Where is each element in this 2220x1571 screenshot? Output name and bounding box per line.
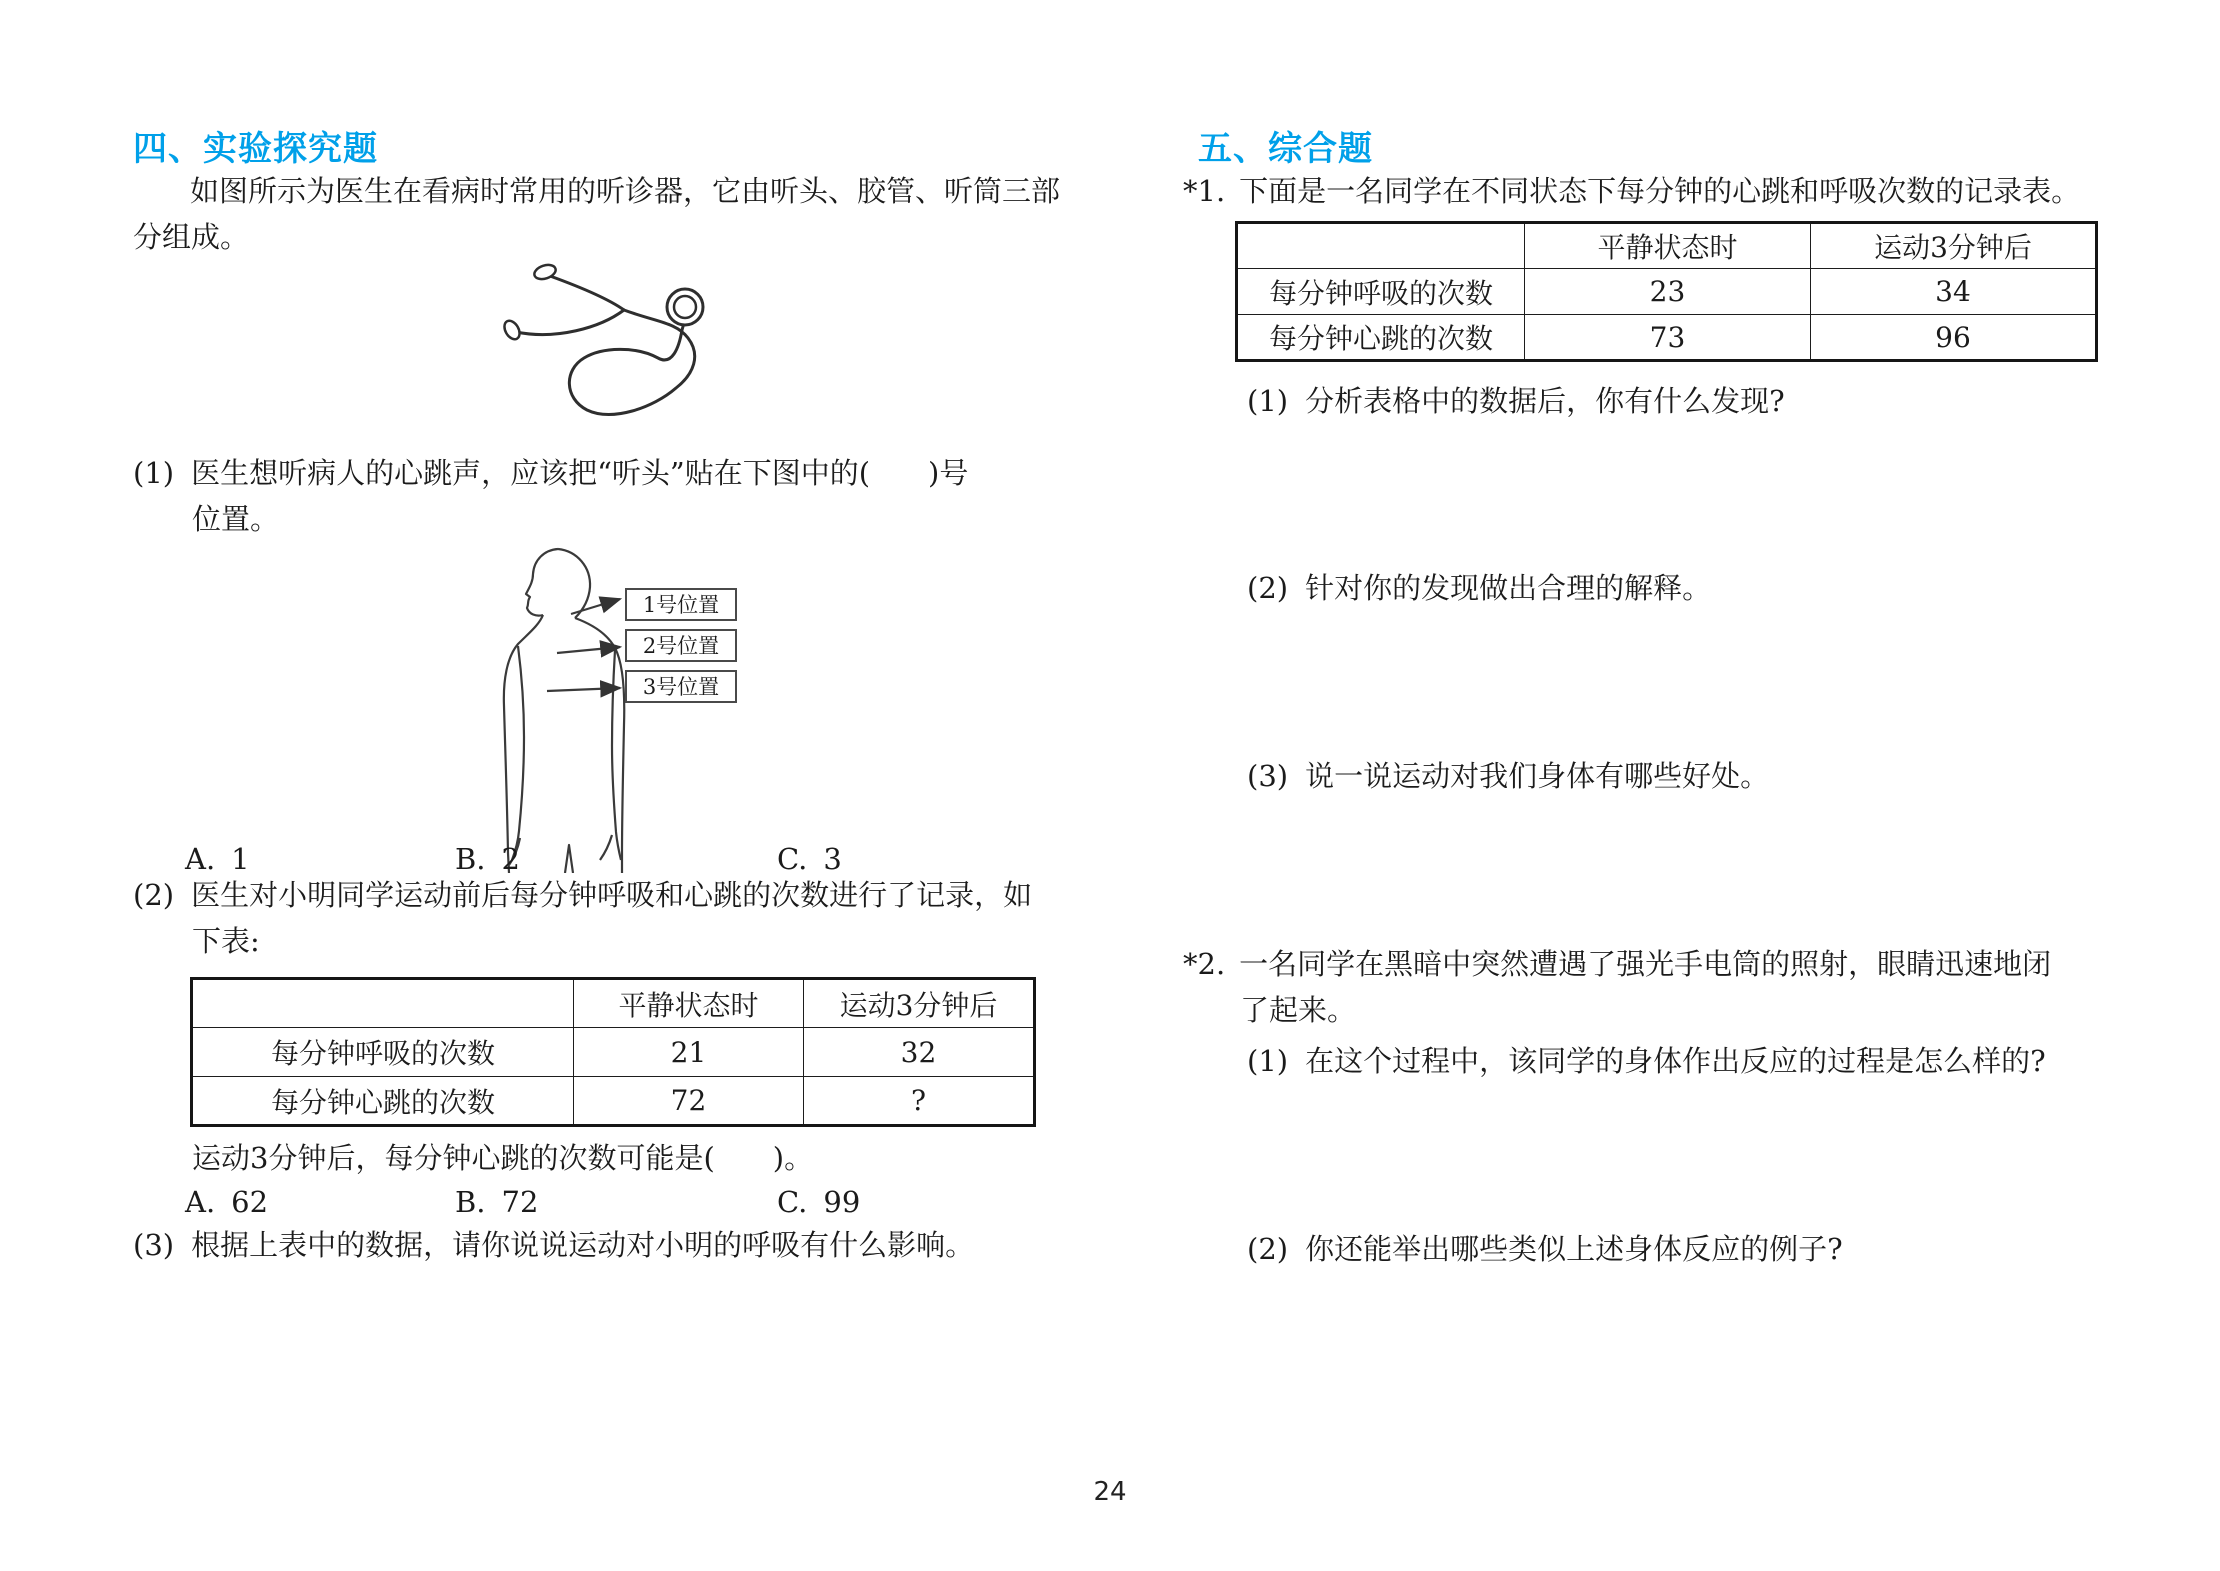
s5-q2-number: *2. (1183, 947, 1226, 981)
s5-q1-sub2 (1247, 571, 1711, 605)
value-cell: 21 (574, 1028, 804, 1077)
q1-line-2: 位置。 (192, 502, 280, 536)
right-arm (612, 650, 621, 860)
q1-option-c (777, 842, 842, 876)
row-label-cell: 每分钟呼吸的次数 (192, 1028, 574, 1077)
q1-number: (1) (133, 456, 175, 490)
q1-option-b (455, 842, 520, 876)
left-arm (512, 646, 524, 860)
section-five-heading: 五、综合题 (1198, 129, 1373, 169)
head-back (558, 549, 590, 618)
row-label-cell: 每分钟心跳的次数 (192, 1077, 574, 1126)
option-letter: B. (455, 1185, 486, 1219)
q2-option-b (455, 1185, 538, 1219)
table-header-cell: 运动3分钟后 (804, 979, 1035, 1028)
intro-line-1: 如图所示为医生在看病时常用的听诊器，它由听头、胶管、听筒三部 (190, 174, 1061, 208)
value-cell: 34 (1811, 269, 2097, 315)
option-value: 62 (231, 1185, 269, 1219)
face-profile (526, 549, 558, 616)
sub-number: (2) (1247, 1232, 1289, 1266)
legs-notch (565, 845, 573, 873)
sub-text: 分析表格中的数据后，你有什么发现? (1305, 384, 1785, 418)
sub-text: 针对你的发现做出合理的解释。 (1305, 571, 1712, 605)
table-row (192, 1028, 1035, 1077)
option-value: 1 (231, 842, 250, 876)
position-label-2: 2号位置 (625, 629, 737, 662)
option-value: 72 (501, 1185, 539, 1219)
sub-text: 在这个过程中，该同学的身体作出反应的过程是怎么样的? (1305, 1044, 2046, 1078)
sub-number: (1) (1247, 1044, 1289, 1078)
position-label-1: 1号位置 (625, 588, 737, 621)
intro-line-2: 分组成。 (133, 220, 250, 254)
table-header-cell: 运动3分钟后 (1811, 223, 2097, 269)
q2-option-c (777, 1185, 860, 1219)
q2-text: 医生对小明同学运动前后每分钟呼吸和心跳的次数进行了记录，如 (191, 878, 1033, 912)
q2-followup: 运动3分钟后，每分钟心跳的次数可能是( )。 (192, 1141, 814, 1175)
q1-option-a (185, 842, 250, 876)
table-header-row (1237, 223, 2097, 269)
row-label-cell: 每分钟心跳的次数 (1237, 315, 1525, 361)
s5-q2-text: 一名同学在黑暗中突然遭遇了强光手电筒的照射，眼睛迅速地闭 (1239, 947, 2052, 981)
q1-line-1 (133, 456, 968, 490)
page-number: 24 (1093, 1477, 1127, 1507)
sub-number: (3) (1247, 759, 1289, 793)
value-cell: 72 (574, 1077, 804, 1126)
section-four-table (190, 977, 1036, 1127)
q2-line-1 (133, 878, 1032, 912)
s5-q2-line-2: 了起来。 (1240, 993, 1357, 1027)
option-letter: A. (185, 842, 216, 876)
section-four-heading: 四、实验探究题 (133, 129, 378, 169)
option-value: 3 (823, 842, 842, 876)
sub-number: (2) (1247, 571, 1289, 605)
earpiece-2 (501, 318, 522, 342)
arrow-position-2 (557, 647, 620, 653)
sub-text: 说一说运动对我们身体有哪些好处。 (1305, 759, 1770, 793)
ear-tube-1 (550, 276, 624, 310)
table-row (1237, 269, 2097, 315)
option-letter: A. (185, 1185, 216, 1219)
s5-q1-text: 下面是一名同学在不同状态下每分钟的心跳和呼吸次数的记录表。 (1239, 174, 2081, 208)
s5-q2-sub1 (1247, 1044, 2046, 1078)
table-header-row (192, 979, 1035, 1028)
chest-piece-outer (667, 289, 703, 325)
ear-tube-2 (516, 310, 624, 335)
main-tube (569, 310, 694, 414)
arrow-position-1 (571, 599, 620, 614)
q3-number: (3) (133, 1228, 175, 1262)
value-cell: 23 (1525, 269, 1811, 315)
table-corner-cell (192, 979, 574, 1028)
s5-q1-sub3 (1247, 759, 1769, 793)
value-cell: 32 (804, 1028, 1035, 1077)
table-corner-cell (1237, 223, 1525, 269)
option-value: 99 (823, 1185, 861, 1219)
value-cell: ? (804, 1077, 1035, 1126)
table-row (1237, 315, 2097, 361)
q1-text: 医生想听病人的心跳声，应该把“听头”贴在下图中的( )号 (191, 456, 969, 490)
arrow-position-3 (547, 688, 620, 691)
value-cell: 73 (1525, 315, 1811, 361)
s5-q2-sub2 (1247, 1232, 1843, 1266)
right-hand (600, 835, 612, 860)
option-letter: C. (777, 842, 808, 876)
s5-q1-sub1 (1247, 384, 1785, 418)
sub-text: 你还能举出哪些类似上述身体反应的例子? (1305, 1232, 1843, 1266)
row-label-cell: 每分钟呼吸的次数 (1237, 269, 1525, 315)
s5-q2-line-1 (1183, 947, 2051, 981)
sub-number: (1) (1247, 384, 1289, 418)
s5-q1-line (1183, 174, 2080, 208)
option-letter: B. (455, 842, 486, 876)
q3-text: 根据上表中的数据，请你说说运动对小明的呼吸有什么影响。 (191, 1228, 975, 1262)
section-five-table (1235, 221, 2098, 362)
value-cell: 96 (1811, 315, 2097, 361)
option-letter: C. (777, 1185, 808, 1219)
stethoscope-illustration (488, 250, 758, 455)
q3-line (133, 1228, 974, 1262)
option-value: 2 (501, 842, 520, 876)
table-header-cell: 平静状态时 (1525, 223, 1811, 269)
table-header-cell: 平静状态时 (574, 979, 804, 1028)
table-row (192, 1077, 1035, 1126)
q2-line-2: 下表: (192, 924, 260, 958)
q2-number: (2) (133, 878, 175, 912)
s5-q1-number: *1. (1183, 174, 1226, 208)
position-label-3: 3号位置 (625, 670, 737, 703)
q2-option-a (185, 1185, 268, 1219)
